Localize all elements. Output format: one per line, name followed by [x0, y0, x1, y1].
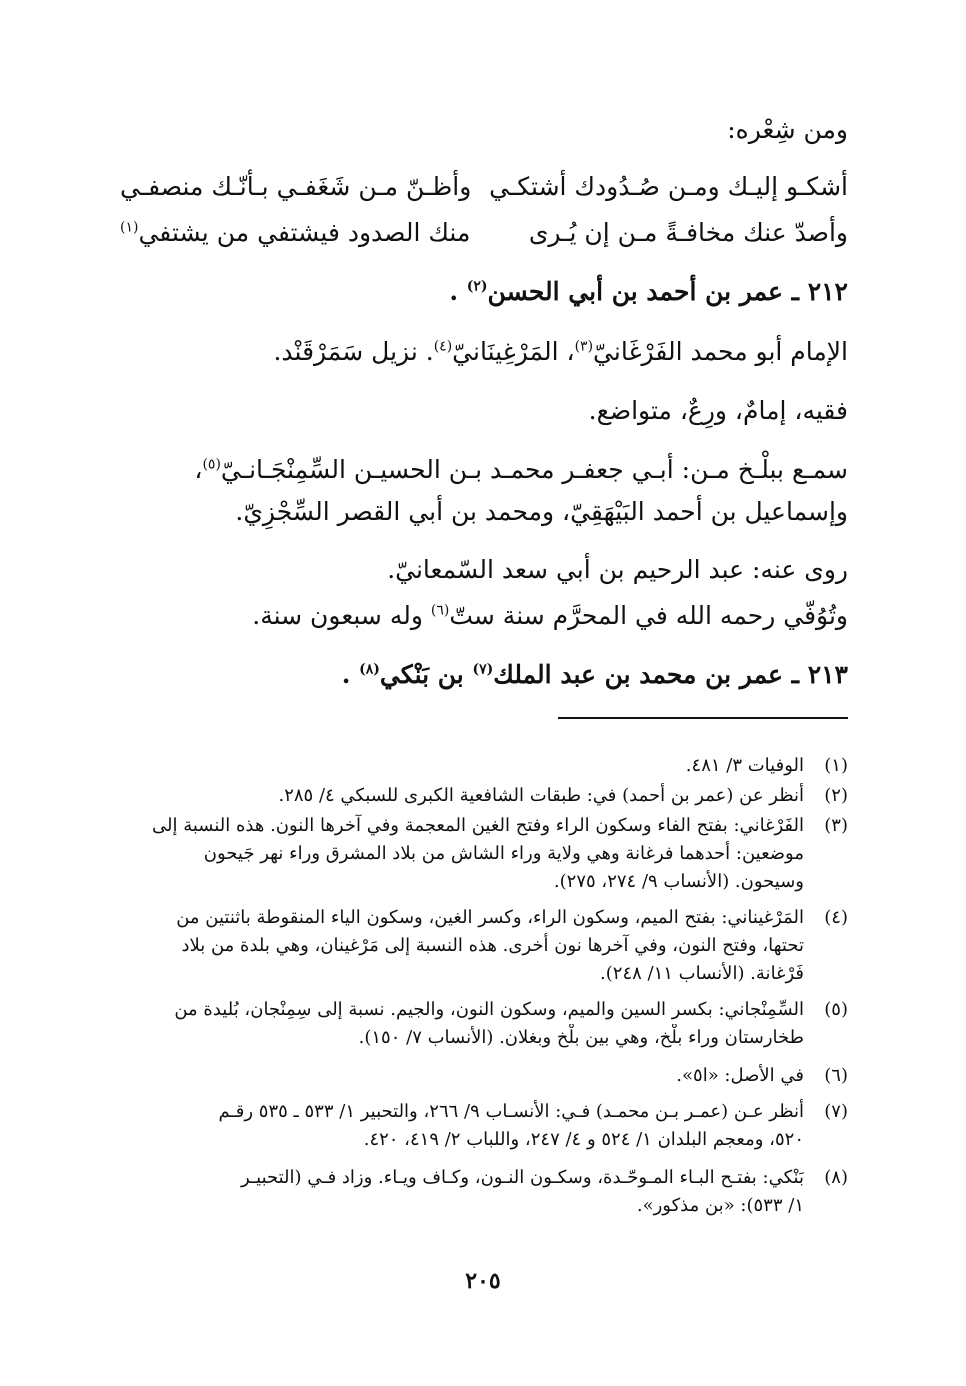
- footnote-7-line: أنظر عـن (عمـر بـن محمـد) فـي: الأنسـاب ٩/ ٢٦٦، والتحبير ١/ ٥٣٣ ـ ٥٣٥ رقـم: [218, 1101, 804, 1122]
- footnote-5-number: (٥): [824, 999, 848, 1020]
- entry-212-end: .: [449, 277, 467, 306]
- footnote-marker-2[interactable]: (٢): [466, 278, 488, 295]
- footnote-2-number: (٢): [824, 785, 848, 806]
- footnote-5-line: السِّمِنْجاني: بكسر السين والميم، وسكون النون، والجيم. نسبة إلى سِمِنْجان، بُليدة من: [174, 999, 804, 1020]
- death-text: وتُوُفّي رحمه الله في المحرَّم سنة ستّ: [449, 601, 848, 630]
- footnote-4: [118, 904, 848, 988]
- entry-212-death: [118, 601, 848, 631]
- footnote-marker-7[interactable]: (٧): [472, 661, 494, 678]
- footnote-2-line: أنظر عن (عمر بن أحمد) في: طبقات الشافعية الكبرى للسبكي ٤/ ٢٨٥.: [278, 785, 804, 806]
- footnote-6-number: (٦): [824, 1065, 848, 1086]
- footnote-8: [118, 1164, 848, 1220]
- footnote-marker-4[interactable]: (٤): [433, 338, 453, 355]
- footnote-8-line: ١/ ٥٣٣): «بن مذكور».: [636, 1195, 804, 1216]
- footnote-2: [118, 782, 848, 810]
- footnote-3-line: موضعين: أحدهما فرغانة وهي ولاية وراء الشاش من بلاد المشرق وراء نهر جَيحون: [203, 843, 804, 864]
- footnote-8-number: (٨): [824, 1167, 848, 1188]
- footnote-marker-5[interactable]: (٥): [202, 456, 221, 473]
- footnote-4-line: فَرْغانة. (الأنساب ١١/ ٢٤٨).: [600, 963, 804, 984]
- entry-213-name-end: بن بَنْكي: [379, 660, 473, 689]
- verse-2-second-hemistich: [120, 218, 470, 247]
- footnote-1: [118, 752, 848, 780]
- footnote-marker-3[interactable]: (٣): [574, 338, 594, 355]
- entry-212-heading: [118, 277, 848, 307]
- entry-212-narrators: روى عنه: عبد الرحيم بن أبي سعد السّمعانيّ.: [387, 555, 848, 584]
- verse-1: [120, 172, 848, 212]
- footnote-7: [118, 1098, 848, 1154]
- footnote-5-line: طخارستان وراء بلْخ، وهي بين بلْخ وبغلان. (الأنساب ٧/ ١٥٠).: [358, 1027, 804, 1048]
- footnote-marker-1[interactable]: (١): [120, 219, 139, 236]
- entry-213-title: ٢١٣ ـ عمر بن محمد بن عبد الملك: [493, 660, 848, 689]
- nisba-farghani: الإمام أبو محمد الفَرْغَانيّ: [593, 337, 848, 366]
- footnote-6: [118, 1062, 848, 1090]
- footnote-7-number: (٧): [824, 1101, 848, 1122]
- nisba-end: . نزيل سَمَرْقَنْد.: [273, 337, 434, 366]
- entry-213-heading: [118, 660, 848, 690]
- footnote-7-line: ٥٢٠، ومعجم البلدان ١/ ٥٢٤ و ٤/ ٢٤٧، واللباب ٢/ ٤١٩، ٤٢٠.: [363, 1129, 804, 1150]
- verse-2-second-hemistich-text: منك الصدود فيشتفي من يشتفي: [138, 218, 471, 247]
- footnote-8-line: بَنْكي: بفتـح البـاء المـوحّـدة، وسكـون النـون، وكـاف ويـاء. وزاد فـي (التحبيـر: [240, 1167, 804, 1188]
- death-end: وله سبعون سنة.: [252, 601, 431, 630]
- heard-from-end: ،: [194, 455, 203, 484]
- footnote-3: [118, 812, 848, 896]
- entry-212-heard-line-1: [118, 455, 848, 485]
- footnote-4-line: تحتها، وفتح النون، وفي آخرها نون أخرى. هذه النسبة إلى مَرْغينان، وهي بلدة من بلاد: [181, 935, 804, 956]
- footnote-separator: [558, 717, 848, 719]
- verse-2-first-hemistich: وأصدّ عنك مخافـةً مـن إن يُـرى: [528, 218, 848, 247]
- page-number: ٢٠٥: [465, 1268, 501, 1294]
- footnote-5: [118, 996, 848, 1052]
- entry-212-nisba-line: [118, 337, 848, 367]
- entry-212-heard-line-2: وإسماعيل بن أحمد البَيْهَقِيّ، ومحمد بن أبي القصر السِّجْزِيّ.: [235, 497, 848, 526]
- footnote-3-line: الفَرْغاني: بفتح الفاء وسكون الراء وفتح الغين المعجمة وفي آخرها النون. هذه النسبة إلى: [151, 815, 804, 836]
- footnote-1-number: (١): [824, 755, 848, 776]
- entry-213-end: .: [341, 660, 360, 689]
- verse-1-second-hemistich: وأظـنّ مـن شَغَفـي بـأنّـك منصفـي: [120, 172, 472, 201]
- footnote-3-number: (٣): [824, 815, 848, 836]
- intro-line: ومن شِعْره:: [727, 115, 848, 144]
- entry-212-description: فقيه، إمامٌ، ورِعٌ، متواضع.: [588, 396, 848, 425]
- footnote-1-line: الوفيات ٣/ ٤٨١.: [685, 755, 804, 776]
- verse-1-first-hemistich: أشكـو إليـك ومـن صُـدُودك أشتكـي: [489, 172, 848, 201]
- entry-212-title: ٢١٢ ـ عمر بن أحمد بن أبي الحسن: [487, 277, 848, 306]
- footnote-4-number: (٤): [824, 907, 848, 928]
- footnote-6-line: في الأصل: «ا٥».: [676, 1065, 804, 1086]
- footnote-marker-6[interactable]: (٦): [430, 602, 450, 619]
- nisba-marghinani: ، المَرْغِينَانيّ: [452, 337, 575, 366]
- footnote-marker-8[interactable]: (٨): [359, 661, 380, 678]
- footnote-4-line: المَرْغيناني: بفتح الميم، وسكون الراء، وكسر الغين، وسكون الياء المنقوطة باثنتين من: [176, 907, 804, 928]
- footnote-3-line: وسيحون. (الأنساب ٩/ ٢٧٤، ٢٧٥).: [553, 871, 804, 892]
- verse-2: [120, 218, 848, 258]
- heard-from-text: سمـع ببلْـخ مـن: أبـي جعفـر محمـد بـن الحسيـن السِّمِنْجَـانـيّ: [220, 455, 848, 484]
